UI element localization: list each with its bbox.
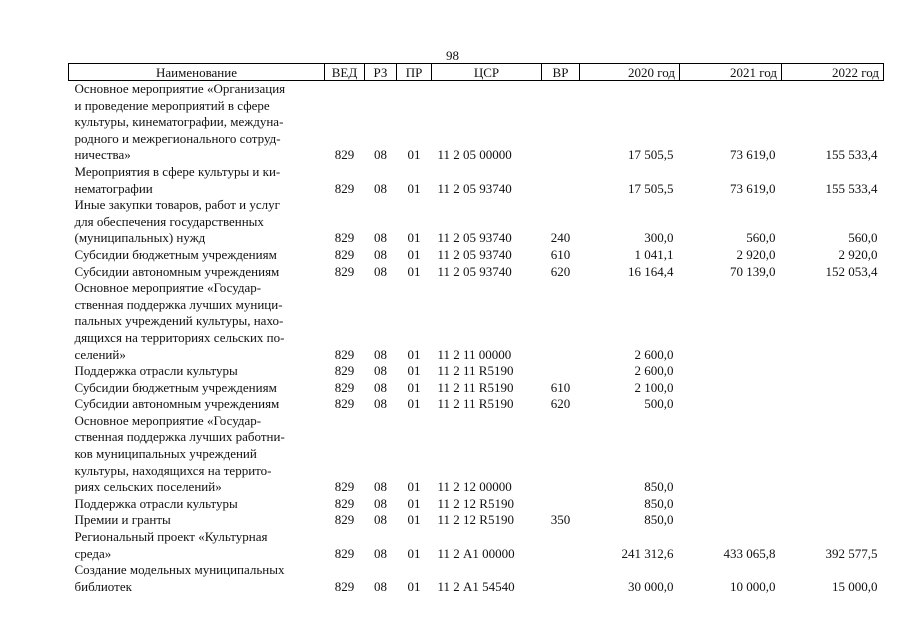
- row-csr: 11 2 05 93740: [437, 180, 512, 196]
- table-row: [69, 164, 884, 197]
- header-pr: ПР: [397, 64, 432, 81]
- header-rz: РЗ: [365, 64, 397, 81]
- table-row: [69, 529, 884, 562]
- row-pr: 01: [407, 180, 421, 196]
- row-name: Основное мероприятие «Государ- ственная поддержка лучших работни- ков муниципальных учреждений культуры, находящихся на террито- риях сельских поселений»: [74, 412, 285, 495]
- row-csr: 11 2 05 93740: [437, 263, 512, 279]
- row-2021: [680, 496, 782, 513]
- row-csr: 11 2 А1 54540: [437, 578, 515, 594]
- row-pr: 01: [407, 346, 421, 362]
- table-row: [69, 197, 884, 247]
- row-pr: 01: [407, 396, 421, 412]
- header-name: Наименование: [69, 64, 325, 81]
- row-2022: [782, 363, 884, 380]
- row-2022: 152 053,4: [825, 263, 878, 279]
- row-rz: 08: [374, 147, 387, 163]
- row-2020: 2 600,0: [634, 346, 674, 362]
- row-2021: 10 000,0: [730, 578, 776, 594]
- row-vr: [542, 280, 580, 363]
- row-pr: 01: [407, 479, 421, 495]
- row-ved: 829: [334, 180, 355, 196]
- row-pr: 01: [407, 230, 421, 246]
- row-2020: 30 000,0: [628, 578, 674, 594]
- row-vr: [542, 164, 580, 197]
- row-2022: 155 533,4: [825, 147, 878, 163]
- row-2021: 73 619,0: [730, 180, 776, 196]
- row-rz: 08: [374, 396, 387, 412]
- row-name: Региональный проект «Культурная среда»: [74, 529, 268, 561]
- row-name: Мероприятия в сфере культуры и ки- нематографии: [74, 163, 281, 196]
- row-name: Иные закупки товаров, работ и услуг для обеспечения государственных (муниципальных) нужд: [74, 197, 280, 246]
- row-rz: 08: [374, 180, 387, 196]
- row-2022: [782, 512, 884, 529]
- row-2021: [680, 380, 782, 397]
- row-2021: 2 920,0: [736, 246, 776, 262]
- row-2020: 500,0: [644, 396, 674, 412]
- row-csr: 11 2 05 93740: [437, 246, 512, 262]
- row-2020: 17 505,5: [628, 147, 674, 163]
- row-vr: [542, 529, 580, 562]
- table-row: [69, 562, 884, 595]
- row-2022: [782, 380, 884, 397]
- row-pr: 01: [407, 147, 421, 163]
- row-2021: [680, 280, 782, 363]
- row-name: Субсидии автономным учреждениям: [74, 396, 280, 412]
- row-vr: [542, 413, 580, 496]
- row-ved: 829: [334, 545, 355, 561]
- table-row: [69, 380, 884, 397]
- row-2021: 433 065,8: [723, 545, 776, 561]
- table-row: [69, 396, 884, 413]
- header-2021: 2021 год: [680, 64, 782, 81]
- row-ved: 829: [334, 495, 355, 511]
- header-2022: 2022 год: [782, 64, 884, 81]
- page-number: 98: [446, 48, 459, 63]
- row-vr: [542, 562, 580, 595]
- row-2020: 300,0: [644, 230, 674, 246]
- row-2022: [782, 280, 884, 363]
- row-rz: 08: [374, 230, 387, 246]
- row-rz: 08: [374, 379, 387, 395]
- row-ved: 829: [334, 379, 355, 395]
- table-header: [69, 64, 884, 81]
- row-name: Субсидии бюджетным учреждениям: [74, 246, 277, 262]
- row-2020: 17 505,5: [628, 180, 674, 196]
- row-csr: 11 2 12 R5190: [437, 512, 514, 528]
- row-2022: 2 920,0: [838, 246, 878, 262]
- row-csr: 11 2 05 00000: [437, 147, 512, 163]
- row-csr: 11 2 А1 00000: [437, 545, 515, 561]
- row-2020: 850,0: [644, 512, 674, 528]
- row-2022: [782, 413, 884, 496]
- row-name: Премии и гранты: [74, 512, 171, 528]
- table-body: [69, 81, 884, 596]
- table-row: [69, 496, 884, 513]
- header-csr: ЦСР: [432, 64, 542, 81]
- row-2022: [782, 396, 884, 413]
- row-csr: 11 2 12 R5190: [437, 495, 514, 511]
- row-name: Субсидии бюджетным учреждениям: [74, 379, 277, 395]
- row-rz: 08: [374, 246, 387, 262]
- row-pr: 01: [407, 545, 421, 561]
- table-row: [69, 264, 884, 281]
- row-2021: 70 139,0: [730, 263, 776, 279]
- table-row: [69, 512, 884, 529]
- row-2020: 16 164,4: [628, 263, 674, 279]
- row-vr: 610: [550, 246, 571, 262]
- row-csr: 11 2 11 R5190: [437, 396, 514, 412]
- row-ved: 829: [334, 512, 355, 528]
- row-csr: 11 2 11 R5190: [437, 379, 514, 395]
- row-rz: 08: [374, 512, 387, 528]
- header-vr: ВР: [542, 64, 580, 81]
- row-pr: 01: [407, 263, 421, 279]
- row-ved: 829: [334, 346, 355, 362]
- row-pr: 01: [407, 495, 421, 511]
- row-name: Субсидии автономным учреждениям: [74, 263, 280, 279]
- row-vr: 350: [550, 512, 571, 528]
- row-ved: 829: [334, 263, 355, 279]
- row-ved: 829: [334, 230, 355, 246]
- header-ved: ВЕД: [325, 64, 365, 81]
- row-2022: 155 533,4: [825, 180, 878, 196]
- row-ved: 829: [334, 479, 355, 495]
- row-2021: [680, 413, 782, 496]
- row-pr: 01: [407, 578, 421, 594]
- row-2022: 392 577,5: [825, 545, 878, 561]
- row-2020: 241 312,6: [621, 545, 674, 561]
- row-csr: 11 2 11 R5190: [437, 363, 514, 379]
- row-rz: 08: [374, 263, 387, 279]
- row-ved: 829: [334, 396, 355, 412]
- header-2020: 2020 год: [580, 64, 680, 81]
- row-vr: 620: [550, 263, 571, 279]
- table-row: [69, 81, 884, 164]
- row-rz: 08: [374, 479, 387, 495]
- row-vr: 620: [550, 396, 571, 412]
- row-ved: 829: [334, 578, 355, 594]
- row-2022: 15 000,0: [832, 578, 878, 594]
- row-vr: [542, 496, 580, 513]
- row-2020: 850,0: [644, 479, 674, 495]
- row-2021: [680, 512, 782, 529]
- row-2022: [782, 496, 884, 513]
- row-vr: [542, 363, 580, 380]
- row-rz: 08: [374, 346, 387, 362]
- row-rz: 08: [374, 363, 387, 379]
- row-2021: 560,0: [746, 230, 776, 246]
- row-ved: 829: [334, 246, 355, 262]
- row-csr: 11 2 11 00000: [437, 346, 512, 362]
- row-pr: 01: [407, 363, 421, 379]
- table-row: [69, 413, 884, 496]
- budget-table: [68, 63, 884, 595]
- row-name: Поддержка отрасли культуры: [74, 495, 238, 511]
- row-ved: 829: [334, 363, 355, 379]
- row-2021: 73 619,0: [730, 147, 776, 163]
- row-csr: 11 2 12 00000: [437, 479, 512, 495]
- row-2021: [680, 396, 782, 413]
- row-name: Поддержка отрасли культуры: [74, 363, 238, 379]
- row-name: Основное мероприятие «Организация и проведение мероприятий в сфере культуры, кинематографии, междуна- родного и межрегионального сотруд- ничества»: [74, 81, 286, 163]
- row-name: Основное мероприятие «Государ- ственная поддержка лучших муници- пальных учреждений культуры, нахо- дящихся на территориях сельских по- селений»: [74, 280, 285, 362]
- row-pr: 01: [407, 246, 421, 262]
- row-2022: 560,0: [848, 230, 878, 246]
- table-row: [69, 247, 884, 264]
- row-ved: 829: [334, 147, 355, 163]
- row-rz: 08: [374, 578, 387, 594]
- row-2021: [680, 363, 782, 380]
- row-2020: 2 100,0: [634, 379, 674, 395]
- row-2020: 850,0: [644, 495, 674, 511]
- row-2020: 1 041,1: [634, 246, 674, 262]
- row-name: Создание модельных муниципальных библиотек: [74, 562, 285, 594]
- row-rz: 08: [374, 495, 387, 511]
- row-vr: 610: [550, 379, 571, 395]
- row-pr: 01: [407, 512, 421, 528]
- row-vr: 240: [550, 230, 571, 246]
- row-pr: 01: [407, 379, 421, 395]
- row-vr: [542, 81, 580, 164]
- row-2020: 2 600,0: [634, 363, 674, 379]
- table-row: [69, 363, 884, 380]
- row-rz: 08: [374, 545, 387, 561]
- table-row: [69, 280, 884, 363]
- row-csr: 11 2 05 93740: [437, 230, 512, 246]
